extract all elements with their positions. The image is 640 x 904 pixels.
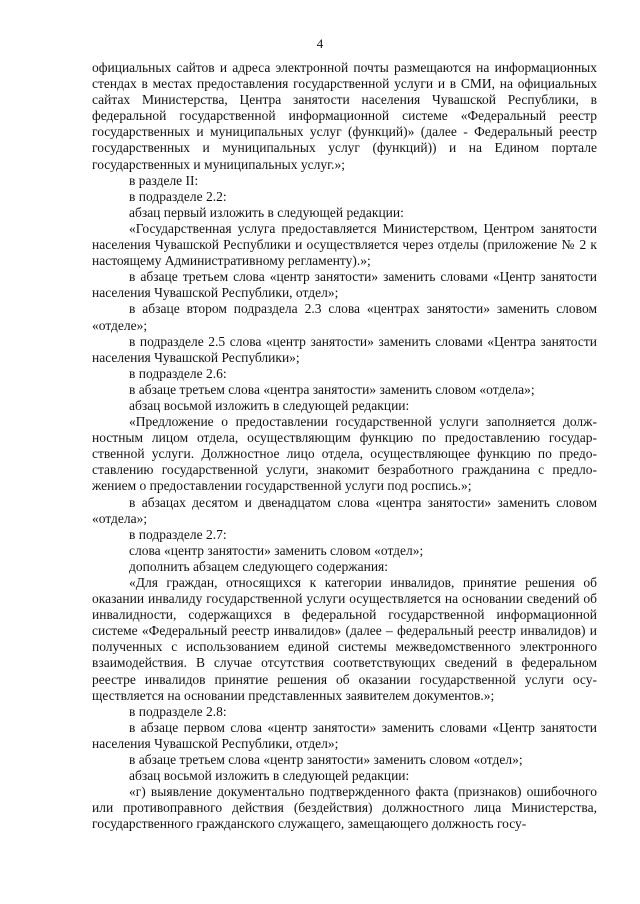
paragraph: «Предложение о предоставлении государственной услуги заполняется должностным лицом отдела, осуществляющим функцию по предоставлению государственной услуги. Должностное лицо отдела, осуществляющее функцию по предоставлению государственной услуги, знакомит безработного гражданина с предложением о предоставлении государственной услуги под роспись.»; (92, 414, 597, 494)
paragraph: дополнить абзацем следующего содержания: (129, 558, 389, 574)
paragraph: в подразделе 2.6: (129, 365, 227, 381)
paragraph: в абзаце третьем слова «центр занятости» заменить словами «Центр занятости населения Чувашской Республики, отдел»; (92, 269, 597, 301)
paragraph: абзац восьмой изложить в следующей редакции: (129, 768, 410, 784)
paragraph: в абзаце первом слова «центр занятости» заменить словами «Центр занятости населения Чувашской Республики, отдел»; (92, 719, 597, 751)
paragraph: «Государственная услуга предоставляется Министерством, Центром занятости населения Чувашской Республики и осуществляется через отделы (приложение № 2 к настоящему Административному регламенту).»; (92, 220, 597, 269)
paragraph: в абзаце третьем слова «центра занятости» заменить словом «отдела»; (129, 381, 535, 397)
paragraph: в подразделе 2.2: (129, 188, 227, 204)
paragraph: в абзацах десятом и двенадцатом слова «центра занятости» заменить словом «отдела»; (92, 494, 597, 526)
paragraph: в разделе II: (129, 172, 199, 188)
paragraph: официальных сайтов и адреса электронной почты размещаются на информационных стендах в местах предоставления государственной услуги и в СМИ, на официальных сайтах Министерства, Центра занятости населения Чувашской Республики, в федеральной государственной информационной системе «Федеральный реестр государственных и муниципальных услуг (функций)» (далее - Федеральный реестр государственных и муниципальных услуг (функций)) и на Едином портале государственных и муниципальных услуг.»; (92, 60, 597, 172)
document-body (92, 60, 597, 833)
paragraph: абзац первый изложить в следующей редакции: (129, 204, 404, 220)
paragraph: абзац восьмой изложить в следующей редакции: (129, 397, 410, 413)
page-number: 4 (316, 36, 324, 51)
paragraph: в абзаце третьем слова «центр занятости» заменить словом «отдел»; (129, 752, 523, 768)
paragraph: в подразделе 2.8: (129, 703, 227, 719)
paragraph: слова «центр занятости» заменить словом «отдел»; (129, 542, 424, 558)
paragraph: «Для граждан, относящихся к категории инвалидов, принятие решения об оказании инвалиду государственной услуги осуществляется на основании сведений об инвалидности, содержащихся в федеральной государственной информационной системе «Федеральный реестр инвалидов» (далее – федеральный реестр инвалидов) и полученных с использованием единой системы межведомственного электронного взаимодействия. В случае отсутствия соответствующих сведений в федеральном реестре инвалидов принятие решения об оказании государственной услуги осуществляется на основании представленных заявителем документов.»; (92, 575, 597, 703)
paragraph: «г) выявление документально подтвержденного факта (признаков) ошибочного или противоправного действия (бездействия) должностного лица Министерства, государственного гражданского служащего, замещающего должность госу- (92, 784, 597, 832)
paragraph: в подразделе 2.7: (129, 526, 227, 542)
paragraph: в подразделе 2.5 слова «центр занятости» заменить словами «Центра занятости населения Чувашской Республики»; (92, 333, 597, 365)
paragraph: в абзаце втором подраздела 2.3 слова «центрах занятости» заменить словом «отделе»; (92, 301, 597, 333)
